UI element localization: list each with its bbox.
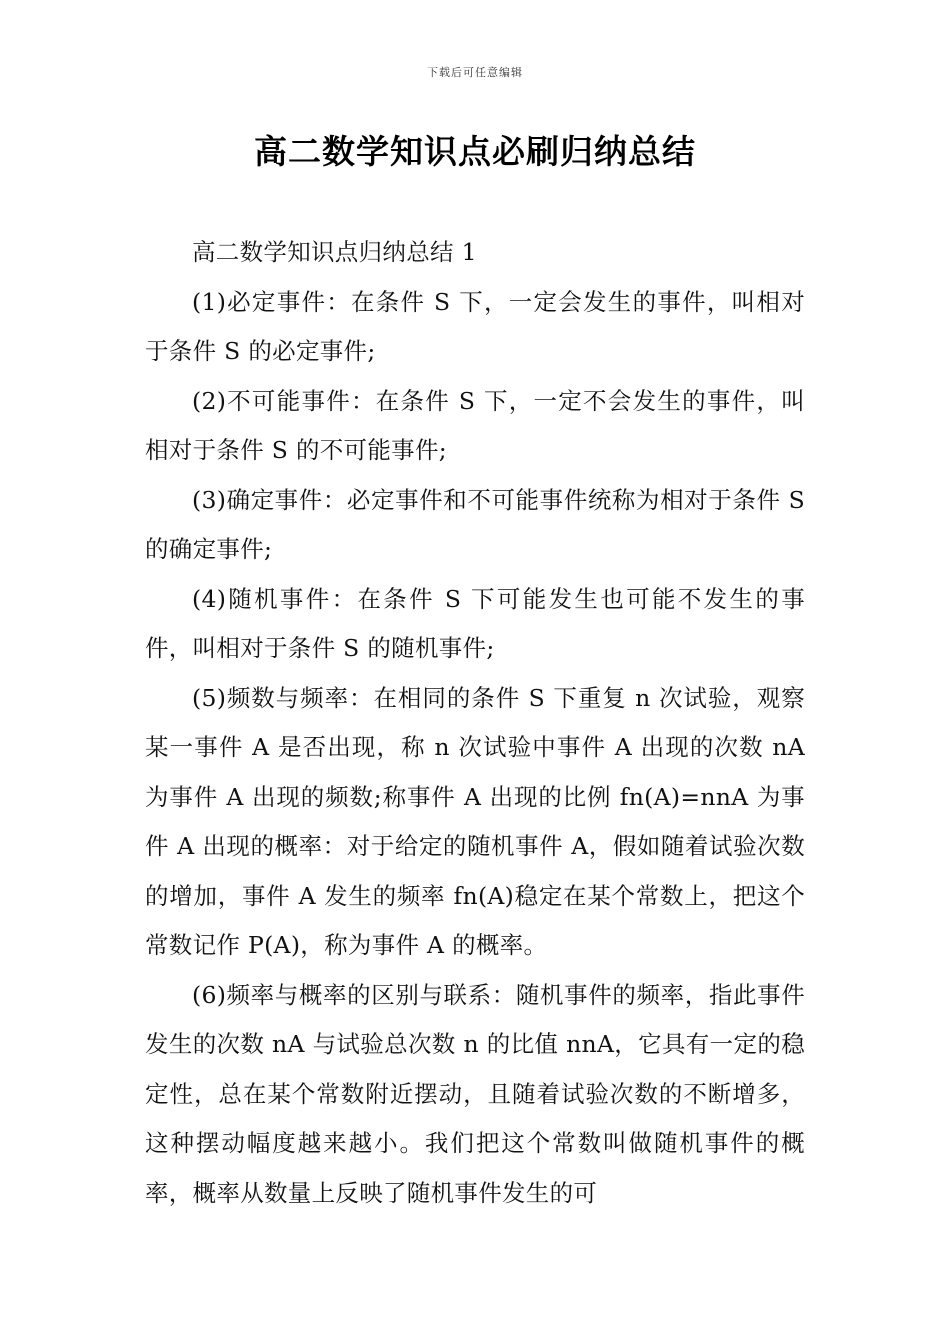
section-heading: 高二数学知识点归纳总结 1 <box>192 238 477 266</box>
header-note: 下载后可任意编辑 <box>427 66 523 79</box>
paragraph-1: (1)必定事件：在条件 S 下，一定会发生的事件，叫相对于条件 S 的必定事件; <box>145 287 805 365</box>
paragraph-3: (3)确定事件：必定事件和不可能事件统称为相对于条件 S 的确定事件; <box>145 485 805 563</box>
paragraph-5: (5)频数与频率：在相同的条件 S 下重复 n 次试验，观察某一事件 A 是否出现，称 n 次试验中事件 A 出现的次数 nA 为事件 A 出现的频数;称事件 A 出现的比例 fn(A)=nnA 为事件 A 出现的概率：对于给定的随机事件 A，假如随着试验次数的增加，事件 A 发生的频率 fn(A)稳定在某个常数上，把这个常数记作 P(A)，称为事件 A 的概率。 <box>145 683 805 959</box>
document-title: 高二数学知识点必刷归纳总结 <box>254 132 696 171</box>
paragraph-4: (4)随机事件：在条件 S 下可能发生也可能不发生的事件，叫相对于条件 S 的随机事件; <box>145 584 805 662</box>
document-body <box>145 228 805 1218</box>
paragraph-2: (2)不可能事件：在条件 S 下，一定不会发生的事件，叫相对于条件 S 的不可能事件; <box>145 386 805 464</box>
paragraph-6: (6)频率与概率的区别与联系：随机事件的频率，指此事件发生的次数 nA 与试验总次数 n 的比值 nnA，它具有一定的稳定性，总在某个常数附近摆动，且随着试验次数的不断增多，这种摆动幅度越来越小。我们把这个常数叫做随机事件的概率，概率从数量上反映了随机事件发生的可 <box>145 980 805 1207</box>
